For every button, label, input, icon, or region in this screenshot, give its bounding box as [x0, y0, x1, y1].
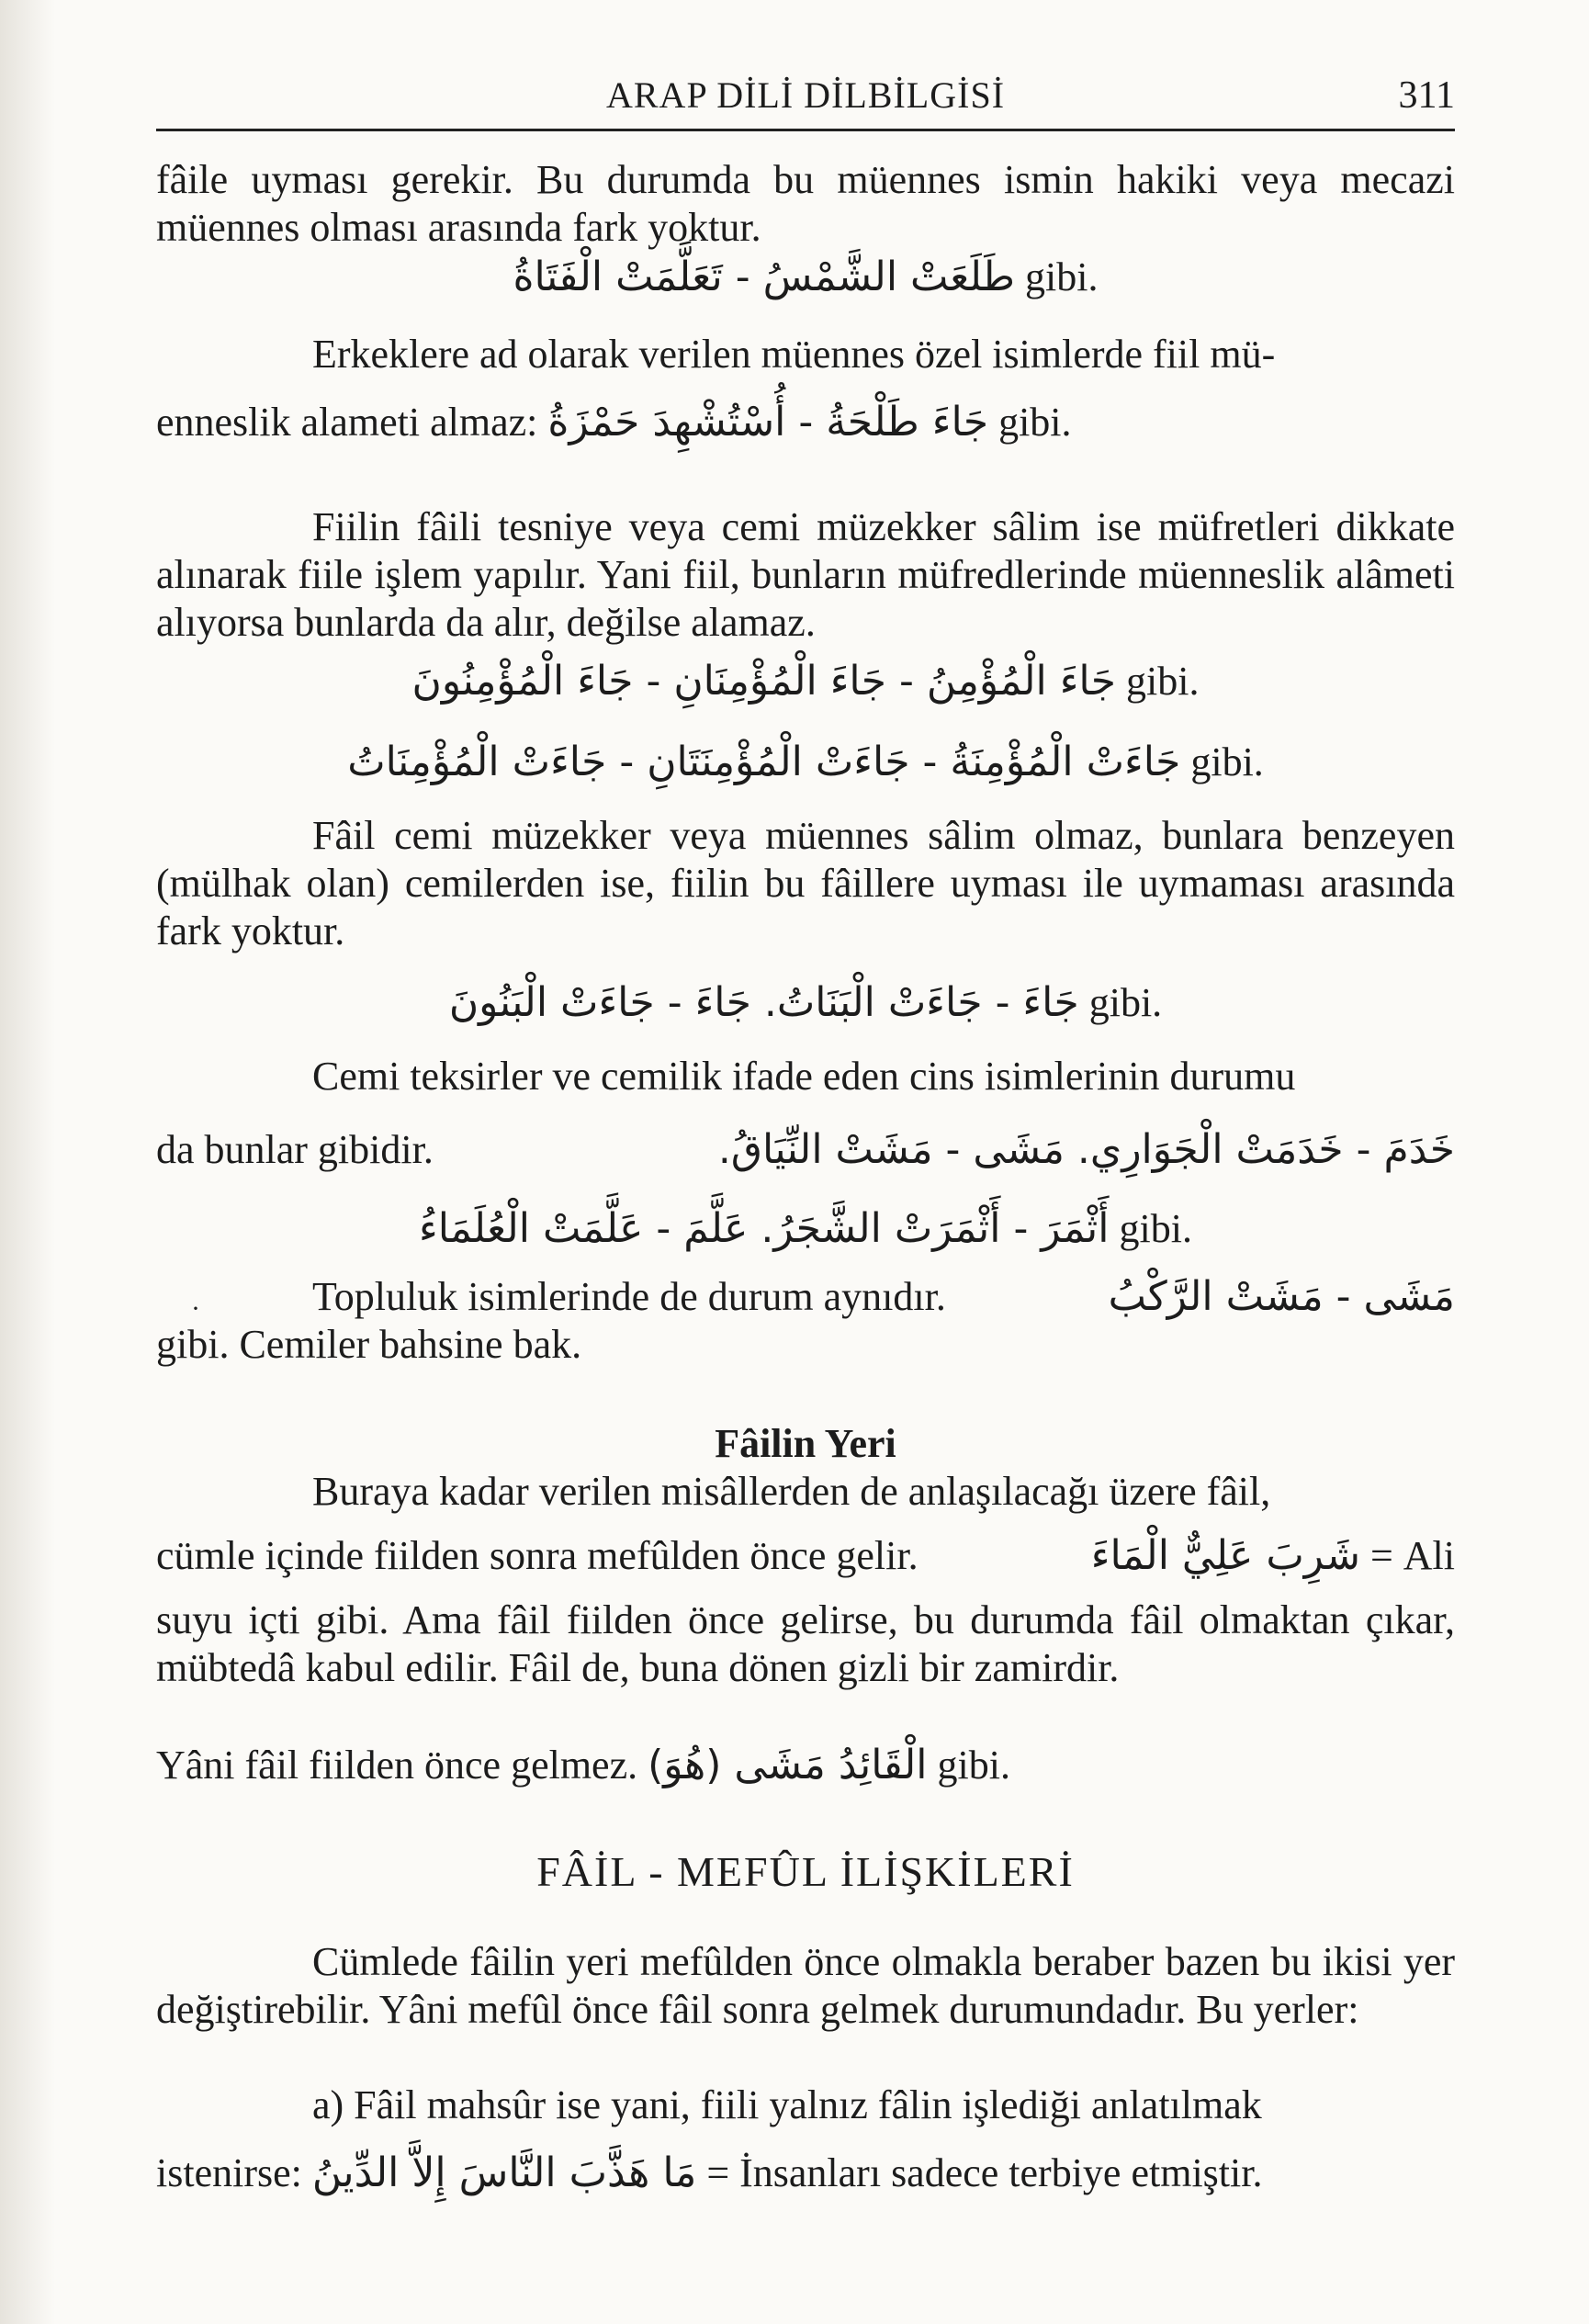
example-9-suffix: = Ali — [1369, 1533, 1455, 1578]
example-10-suffix: gibi. — [937, 1743, 1010, 1788]
paragraph-9-text: istenirse: — [156, 2150, 302, 2195]
example-3 — [156, 654, 1455, 709]
example-3-suffix: gibi. — [1126, 659, 1200, 704]
paragraph-7-right — [1091, 1529, 1455, 1584]
arabic-example-4: جَاءَتْ الْمُؤْمِنَةُ - جَاءَتْ الْمُؤْمِنَتَانِ - جَاءَتْ الْمُؤْمِنَاتُ — [347, 739, 1181, 785]
paragraph-6-line-2: gibi. Cemiler bahsine bak. — [156, 1322, 582, 1367]
paragraph-7: Buraya kadar verilen misâllerden de anlaşılacağı üzere fâil, — [312, 1469, 1271, 1514]
paragraph-1: fâile uyması gerekir. Bu durumda bu müennes ismin hakiki veya mecazi müennes olması arasında fark yoktur. — [156, 157, 1455, 250]
paragraph-7-line-2 — [156, 1529, 1455, 1584]
example-6-suffix: gibi. — [1119, 1206, 1192, 1251]
arabic-example-3: جَاءَ الْمُؤْمِنُ - جَاءَ الْمُؤْمِنَانِ - جَاءَ الْمُؤْمِنُونَ — [411, 658, 1116, 705]
paragraph-5-line-2 — [156, 1123, 1455, 1178]
arabic-example-9: شَرِبَ عَلِيٌّ الْمَاءَ — [1090, 1532, 1360, 1579]
paragraph-3: Fiilin fâili tesniye veya cemi müzekker sâlim ise müfretleri dikkate alınarak fiile işlem yapılır. Yani fiil, bunların müfredlerinde müenneslik alâmeti alıyorsa bunlarda da alır, değilse alamaz. — [156, 504, 1455, 645]
paragraph-5: Cemi teksirler ve cemilik ifade eden cins isimlerinin durumu — [312, 1054, 1296, 1099]
paragraph-7-last-line — [156, 1738, 1455, 1793]
heading-failin-yeri: Fâilin Yeri — [715, 1421, 896, 1466]
arabic-example-10: الْقَائِدُ مَشَى (هُوَ) — [648, 1742, 928, 1788]
example-4-suffix: gibi. — [1190, 739, 1264, 784]
paragraph-9: a) Fâil mahsûr ise yani, fiili yalnız fâlin işlediği anlatılmak — [312, 2082, 1262, 2127]
example-2-suffix: gibi. — [998, 400, 1072, 445]
paragraph-2: Erkeklere ad olarak verilen müennes özel isimlerde fiil mü- — [312, 332, 1276, 377]
paragraph-6 — [156, 1269, 1455, 1325]
arabic-example-2: جَاءَ طَلْحَةُ - أُسْتُشْهِدَ حَمْزَةُ — [547, 399, 989, 446]
example-5-suffix: gibi. — [1088, 980, 1163, 1025]
arabic-example-1: طَلَعَتْ الشَّمْسُ - تَعَلَّمَتْ الْفَتَاةُ — [513, 254, 1016, 300]
bullet-dot: · — [191, 1293, 200, 1324]
arabic-example-7: أَثْمَرَ - أَثْمَرَتْ الشَّجَرُ. عَلَّمَ - عَلَّمَتْ الْعُلَمَاءُ — [419, 1205, 1110, 1252]
arabic-example-6: خَدَمَ - خَدَمَتْ الْجَوَارِي. مَشَى - مَشَتْ النِّيَاقُ. — [717, 1126, 1455, 1173]
example-6 — [156, 1201, 1455, 1257]
paragraph-7d-text: Yâni fâil fiilden önce gelmez. — [156, 1743, 638, 1788]
example-1 — [156, 250, 1455, 305]
paragraph-6-text: Topluluk isimlerinde de durum aynıdır. — [312, 1274, 946, 1319]
example-5 — [156, 976, 1455, 1031]
section-heading-fail-meful: FÂİL - MEFÛL İLİŞKİLERİ — [536, 1848, 1075, 1895]
paragraph-9-line-2 — [156, 2146, 1455, 2201]
paragraph-2-line-2 — [156, 395, 1455, 450]
example-1-suffix: gibi. — [1025, 254, 1099, 299]
arabic-example-5: جَاءَ - جَاءَتْ الْبَنَاتُ. جَاءَ - جَاءَتْ الْبَنُونَ — [448, 979, 1079, 1026]
paragraph-2-text: enneslik alameti almaz: — [156, 400, 538, 445]
arabic-example-11: مَا هَذَّبَ النَّاسَ إِلاَّ الدِّينُ — [311, 2149, 697, 2196]
page-edge-shadow — [0, 0, 55, 2324]
paragraph-8: Cümlede fâilin yeri mefûlden önce olmakla beraber bazen bu ikisi yer değiştirebilir. Yâni mefûl önce fâil sonra gelmek durumundadır. Bu yerler: — [156, 1939, 1455, 2032]
example-11-suffix: = İnsanları sadece terbiye etmiştir. — [706, 2150, 1263, 2195]
page-number: 311 — [1398, 74, 1455, 117]
arabic-example-8: مَشَى - مَشَتْ الرَّكْبُ — [1108, 1273, 1455, 1320]
paragraph-4: Fâil cemi müzekker veya müennes sâlim olmaz, bunlara benzeyen (mülhak olan) cemilerden ise, fiilin bu fâillere uyması ile uymaması arasında fark yoktur. — [156, 813, 1455, 953]
paragraph-7-body: suyu içti gibi. Ama fâil fiilden önce gelirse, bu durumda fâil olmaktan çıkar, mübtedâ kabul edilir. Fâil de, buna dönen gizli bir zamirdir. — [156, 1597, 1455, 1690]
running-header — [156, 73, 1455, 131]
paragraph-5-text: da bunlar gibidir. — [156, 1127, 434, 1172]
header-title: ARAP DİLİ DİLBİLGİSİ — [605, 74, 1006, 116]
example-4 — [156, 735, 1455, 790]
paragraph-7-text: cümle içinde fiilden sonra mefûlden önce gelir. — [156, 1533, 918, 1578]
